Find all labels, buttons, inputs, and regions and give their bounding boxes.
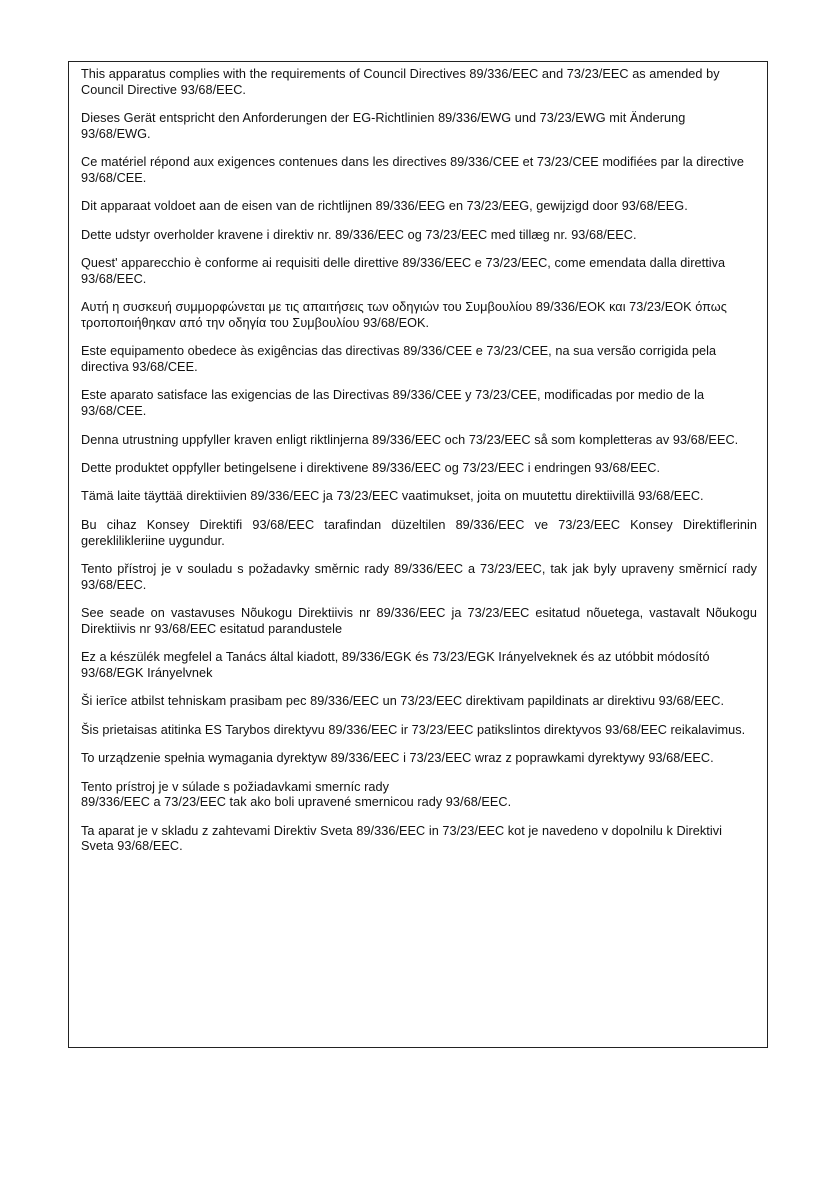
compliance-statement-es: Este aparato satisface las exigencias de las Directivas 89/336/CEE y 73/23/CEE, modificadas por medio de la 93/68/CEE. bbox=[81, 388, 705, 419]
compliance-statement-it: Quest' apparecchio è conforme ai requisiti delle direttive 89/336/EEC e 73/23/EEC, come emendata dalla direttiva 93/68/EEC. bbox=[81, 256, 726, 286]
compliance-statement-nl: Dit apparaat voldoet aan de eisen van de richtlijnen 89/336/EEG en 73/23/EEG, gewijzigd door 93/68/EEG. bbox=[81, 199, 688, 214]
compliance-statement-sv: Denna utrustning uppfyller kraven enligt riktlinjerna 89/336/EEC och 73/23/EEC så som kompletteras av 93/68/EEC. bbox=[81, 432, 739, 447]
compliance-statement-hu: Ez a készülék megfelel a Tanács által kiadott, 89/336/EGK és 73/23/EGK Irányelveknek és az utóbbit módosító 93/68/EGK Irányelvnek bbox=[81, 650, 710, 680]
compliance-statement-sl: Ta aparat je v skladu z zahtevami Direktiv Sveta 89/336/EEC in 73/23/EEC kot je navedeno v dopolnilu k Direktivi Sveta 93/68/EEC. bbox=[81, 823, 723, 854]
compliance-statement-pt: Este equipamento obedece às exigências das directivas 89/336/CEE e 73/23/CEE, na sua versão corrigida pela directiva 93/68/CEE. bbox=[81, 344, 717, 374]
compliance-statement-da: Dette udstyr overholder kravene i direktiv nr. 89/336/EEC og 73/23/EEC med tillæg nr. 93/68/EEC. bbox=[81, 227, 637, 242]
compliance-statement-et: See seade on vastavuses Nõukogu Direktiivis nr 89/336/EEC ja 73/23/EEC esitatud nõuetega, vastavalt Nõukogu Direktiivis nr 93/68/EEC esitatud parandustele bbox=[81, 606, 757, 636]
compliance-statement-no: Dette produktet oppfyller betingelsene i direktivene 89/336/EEC og 73/23/EEC i endringen 93/68/EEC. bbox=[81, 461, 661, 475]
compliance-statement-fi: Tämä laite täyttää direktiivien 89/336/EEC ja 73/23/EEC vaatimukset, joita on muutettu direktiivillä 93/68/EEC. bbox=[81, 489, 704, 504]
compliance-statement-pl: To urządzenie spełnia wymagania dyrektyw 89/336/EEC i 73/23/EEC wraz z poprawkami dyrektywy 93/68/EEC. bbox=[81, 751, 714, 766]
compliance-statement-sk bbox=[81, 780, 757, 811]
statement-line: 89/336/EEC a 73/23/EEC tak ako boli upravené smernicou rady 93/68/EEC. bbox=[81, 795, 512, 810]
statement-line: Tento prístroj je v súlade s požiadavkami smerníc rady bbox=[81, 779, 390, 794]
compliance-statement-cs: Tento přístroj je v souladu s požadavky směrnic rady 89/336/EEC a 73/23/EEC, tak jak byly upraveny směrnicí rady 93/68/EEC. bbox=[81, 562, 757, 592]
compliance-statement-lv: Ši ierīce atbilst tehniskam prasibam pec 89/336/EEC un 73/23/EEC direktivam papildinats ar direktivu 93/68/EEC. bbox=[81, 694, 725, 709]
compliance-statements-box bbox=[68, 61, 768, 1048]
compliance-statement-en: This apparatus complies with the requirements of Council Directives 89/336/EEC and 73/23/EEC as amended by Council Directive 93/68/EEC. bbox=[81, 67, 720, 97]
compliance-statement-lt: Šis prietaisas atitinka ES Tarybos direktyvu 89/336/EEC ir 73/23/EEC patikslintos direktyvos 93/68/EEC reikalavimus. bbox=[81, 722, 746, 737]
compliance-statement-el: Αυτή η συσκευή συμμορφώνεται με τις απαιτήσεις των οδηγιών του Συμβουλίου 89/336/ΕΟΚ και 73/23/ΕΟΚ όπως τροποποιήθηκαν από την οδηγία του Συμβουλίου 93/68/ΕΟΚ. bbox=[81, 300, 727, 330]
compliance-statement-tr: Bu cihaz Konsey Direktifi 93/68/EEC tarafindan düzeltilen 89/336/EEC ve 73/23/EEC Konsey Direktiflerinin gereklilikleriine uygundur. bbox=[81, 517, 757, 548]
compliance-statement-de: Dieses Gerät entspricht den Anforderungen der EG-Richtlinien 89/336/EWG und 73/23/EWG mit Änderung 93/68/EWG. bbox=[81, 111, 686, 141]
compliance-statement-fr: Ce matériel répond aux exigences contenues dans les directives 89/336/CEE et 73/23/CEE modifiées par la directive 93/68/CEE. bbox=[81, 155, 744, 185]
